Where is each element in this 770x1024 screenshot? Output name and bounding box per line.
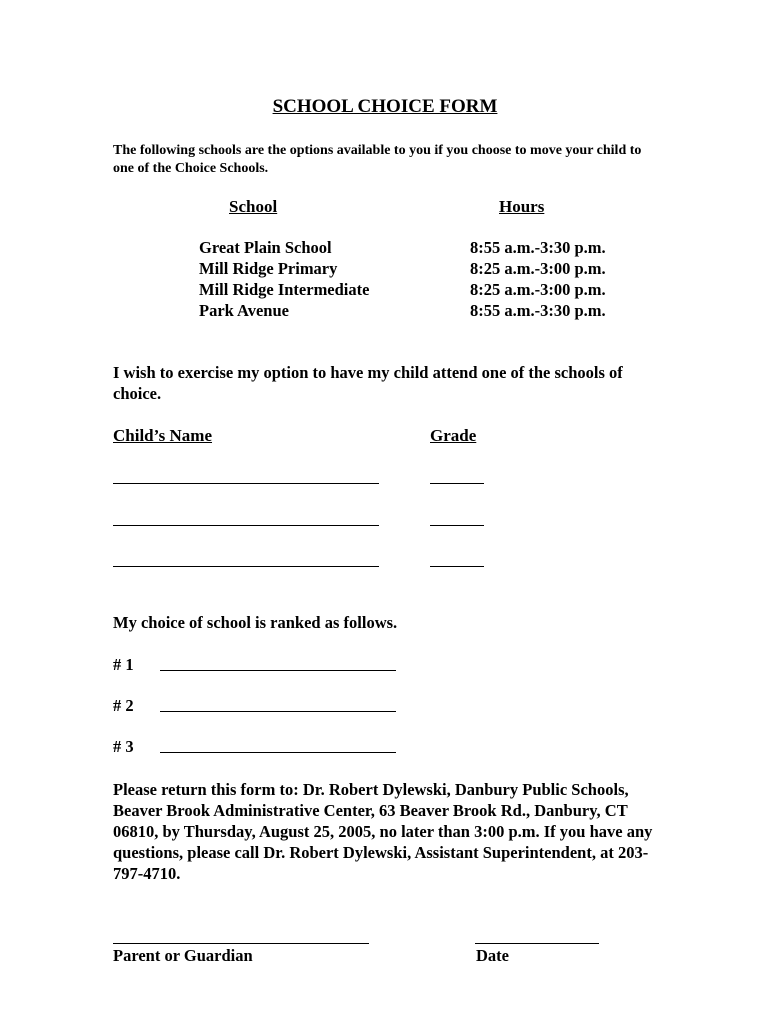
school-column-header: School xyxy=(229,197,278,216)
school-hours: 8:25 a.m.-3:00 p.m. xyxy=(470,259,606,278)
ranking-heading: My choice of school is ranked as follows. xyxy=(113,613,398,632)
school-hours: 8:25 a.m.-3:00 p.m. xyxy=(470,280,606,299)
date-label: Date xyxy=(476,946,509,965)
school-hours: 8:55 a.m.-3:30 p.m. xyxy=(470,238,606,257)
child-name-label: Child’s Name xyxy=(113,426,213,445)
school-hours: 8:55 a.m.-3:30 p.m. xyxy=(470,301,606,320)
grade-label: Grade xyxy=(430,426,477,445)
grade-line-1[interactable] xyxy=(430,483,484,484)
rank-label: # 3 xyxy=(113,737,134,756)
intro-text: The following schools are the options available to you if you choose to move your child to one of the Choice Schools. xyxy=(113,143,642,176)
school-name: Mill Ridge Primary xyxy=(199,259,338,278)
page-title: SCHOOL CHOICE FORM xyxy=(272,96,498,117)
rank-2-line[interactable] xyxy=(160,711,396,712)
school-name: Park Avenue xyxy=(199,301,289,320)
parent-guardian-label: Parent or Guardian xyxy=(113,946,253,965)
rank-3-line[interactable] xyxy=(160,752,396,753)
wish-statement: I wish to exercise my option to have my child attend one of the schools of choice. xyxy=(113,363,623,403)
return-instructions: Please return this form to: Dr. Robert Dylewski, Danbury Public Schools, Beaver Brook Administrative Center, 63 Beaver Brook Rd., Danbury, CT 06810, by Thursday, August 25, 2005, no later than 3:00 p.m. If you have any questions, please call Dr. Robert Dylewski, Assistant Superintendent, at 203-797-4710. xyxy=(113,780,653,883)
school-name: Mill Ridge Intermediate xyxy=(199,280,370,299)
hours-column-header: Hours xyxy=(499,197,545,216)
parent-signature-line[interactable] xyxy=(113,943,369,944)
grade-line-2[interactable] xyxy=(430,525,484,526)
rank-1-line[interactable] xyxy=(160,670,396,671)
child-name-line-3[interactable] xyxy=(113,566,379,567)
child-name-line-1[interactable] xyxy=(113,483,379,484)
grade-line-3[interactable] xyxy=(430,566,484,567)
date-line[interactable] xyxy=(475,943,599,944)
rank-label: # 2 xyxy=(113,696,134,715)
rank-label: # 1 xyxy=(113,655,134,674)
school-name: Great Plain School xyxy=(199,238,332,257)
child-name-line-2[interactable] xyxy=(113,525,379,526)
